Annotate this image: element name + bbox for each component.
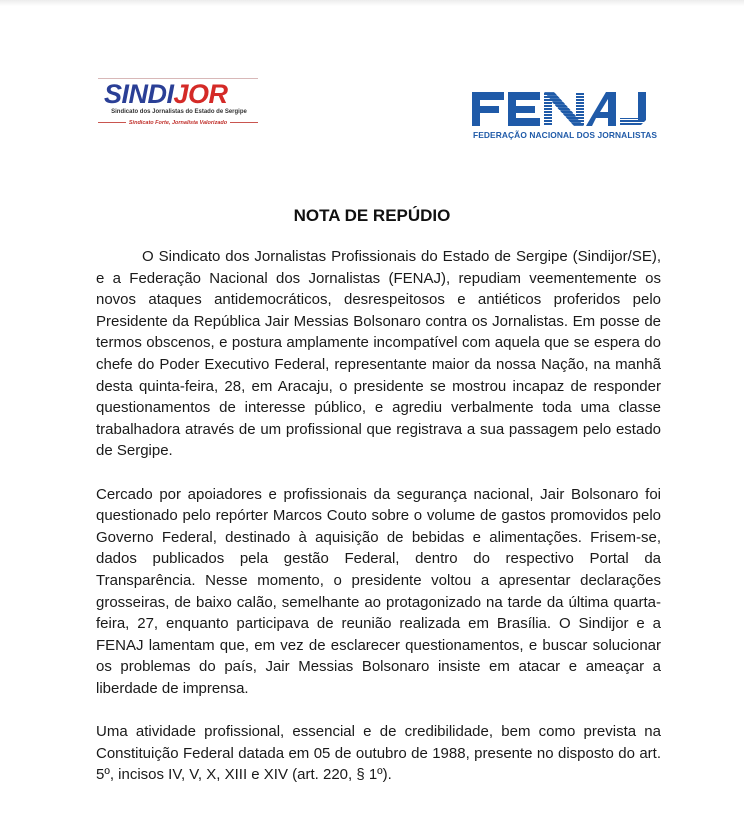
logo-divider xyxy=(230,122,258,123)
fenaj-letter-n xyxy=(544,92,584,126)
fenaj-letter-a xyxy=(586,92,616,126)
sindijor-wordmark-sindi: SINDI xyxy=(104,79,174,109)
sindijor-wordmark-jor: JOR xyxy=(173,79,228,109)
fenaj-letter-f xyxy=(472,92,504,126)
document-body xyxy=(96,246,661,807)
paragraph-3: Uma atividade profissional, essencial e de credibilidade, bem como prevista na Constituição Federal datada em 05 de outubro de 1988, presente no disposto do art. 5º, incisos IV, V, X, XIII e XIV (art. 220, § 1º). xyxy=(96,723,661,784)
document-title: NOTA DE REPÚDIO xyxy=(293,206,451,225)
sindijor-wordmark xyxy=(104,79,228,109)
sindijor-subtitle: Sindicato dos Jornalistas do Estado de Sergipe xyxy=(111,109,247,115)
fenaj-letter-e xyxy=(508,92,540,126)
paragraph-2: Cercado por apoiadores e profissionais da segurança nacional, Jair Bolsonaro foi questionado pelo repórter Marcos Couto sobre o volume de gastos promovidos pelo Governo Federal, destinado à aquisição de bebidas e alimentações. Frisem-se, dados publicados pela gestão Federal, dentro do respectivo Portal da Transparência. Nesse momento, o presidente voltou a apresentar declarações grosseiras, de baixo calão, semelhante ao protagonizado na tarde da última quarta-feira, 27, enquanto participava de reunião realizada em Brasília. O Sindijor e a FENAJ lamentam que, em vez de esclarecer questionamentos, e buscar solucionar os problemas do país, Jair Messias Bolsonaro insiste em atacar e ameaçar a liberdade de imprensa. xyxy=(96,485,661,697)
sindijor-slogan-row xyxy=(98,118,258,127)
fenaj-letter-j xyxy=(620,92,646,126)
top-shadow xyxy=(0,0,744,6)
paragraph-1: O Sindicato dos Jornalistas Profissionais do Estado de Sergipe (Sindijor/SE), e a Federação Nacional dos Jornalistas (FENAJ), repudiam veementemente os novos ataques antidemocráticos, desrespeitosos e antiéticos proferidos pelo Presidente da República Jair Messias Bolsonaro contra os Jornalistas. Em posse de termos obscenos, e postura amplamente incompatível com aquela que se espera do chefe do Poder Executivo Federal, representante maior da nossa Nação, na manhã desta quinta-feira, 28, em Aracaju, o presidente se mostrou incapaz de responder questionamentos de interesse público, e agrediu verbalmente toda uma classe trabalhadora através de um profissional que registrava a sua passagem pelo estado de Sergipe. xyxy=(96,248,661,460)
logo-divider xyxy=(98,122,126,123)
fenaj-logo xyxy=(472,90,658,142)
sindijor-slogan: Sindicato Forte, Jornalista Valorizado xyxy=(128,119,228,126)
fenaj-subtitle: FEDERAÇÃO NACIONAL DOS JORNALISTAS xyxy=(473,130,658,140)
sindijor-logo xyxy=(96,76,260,128)
fenaj-wordmark xyxy=(472,90,652,128)
